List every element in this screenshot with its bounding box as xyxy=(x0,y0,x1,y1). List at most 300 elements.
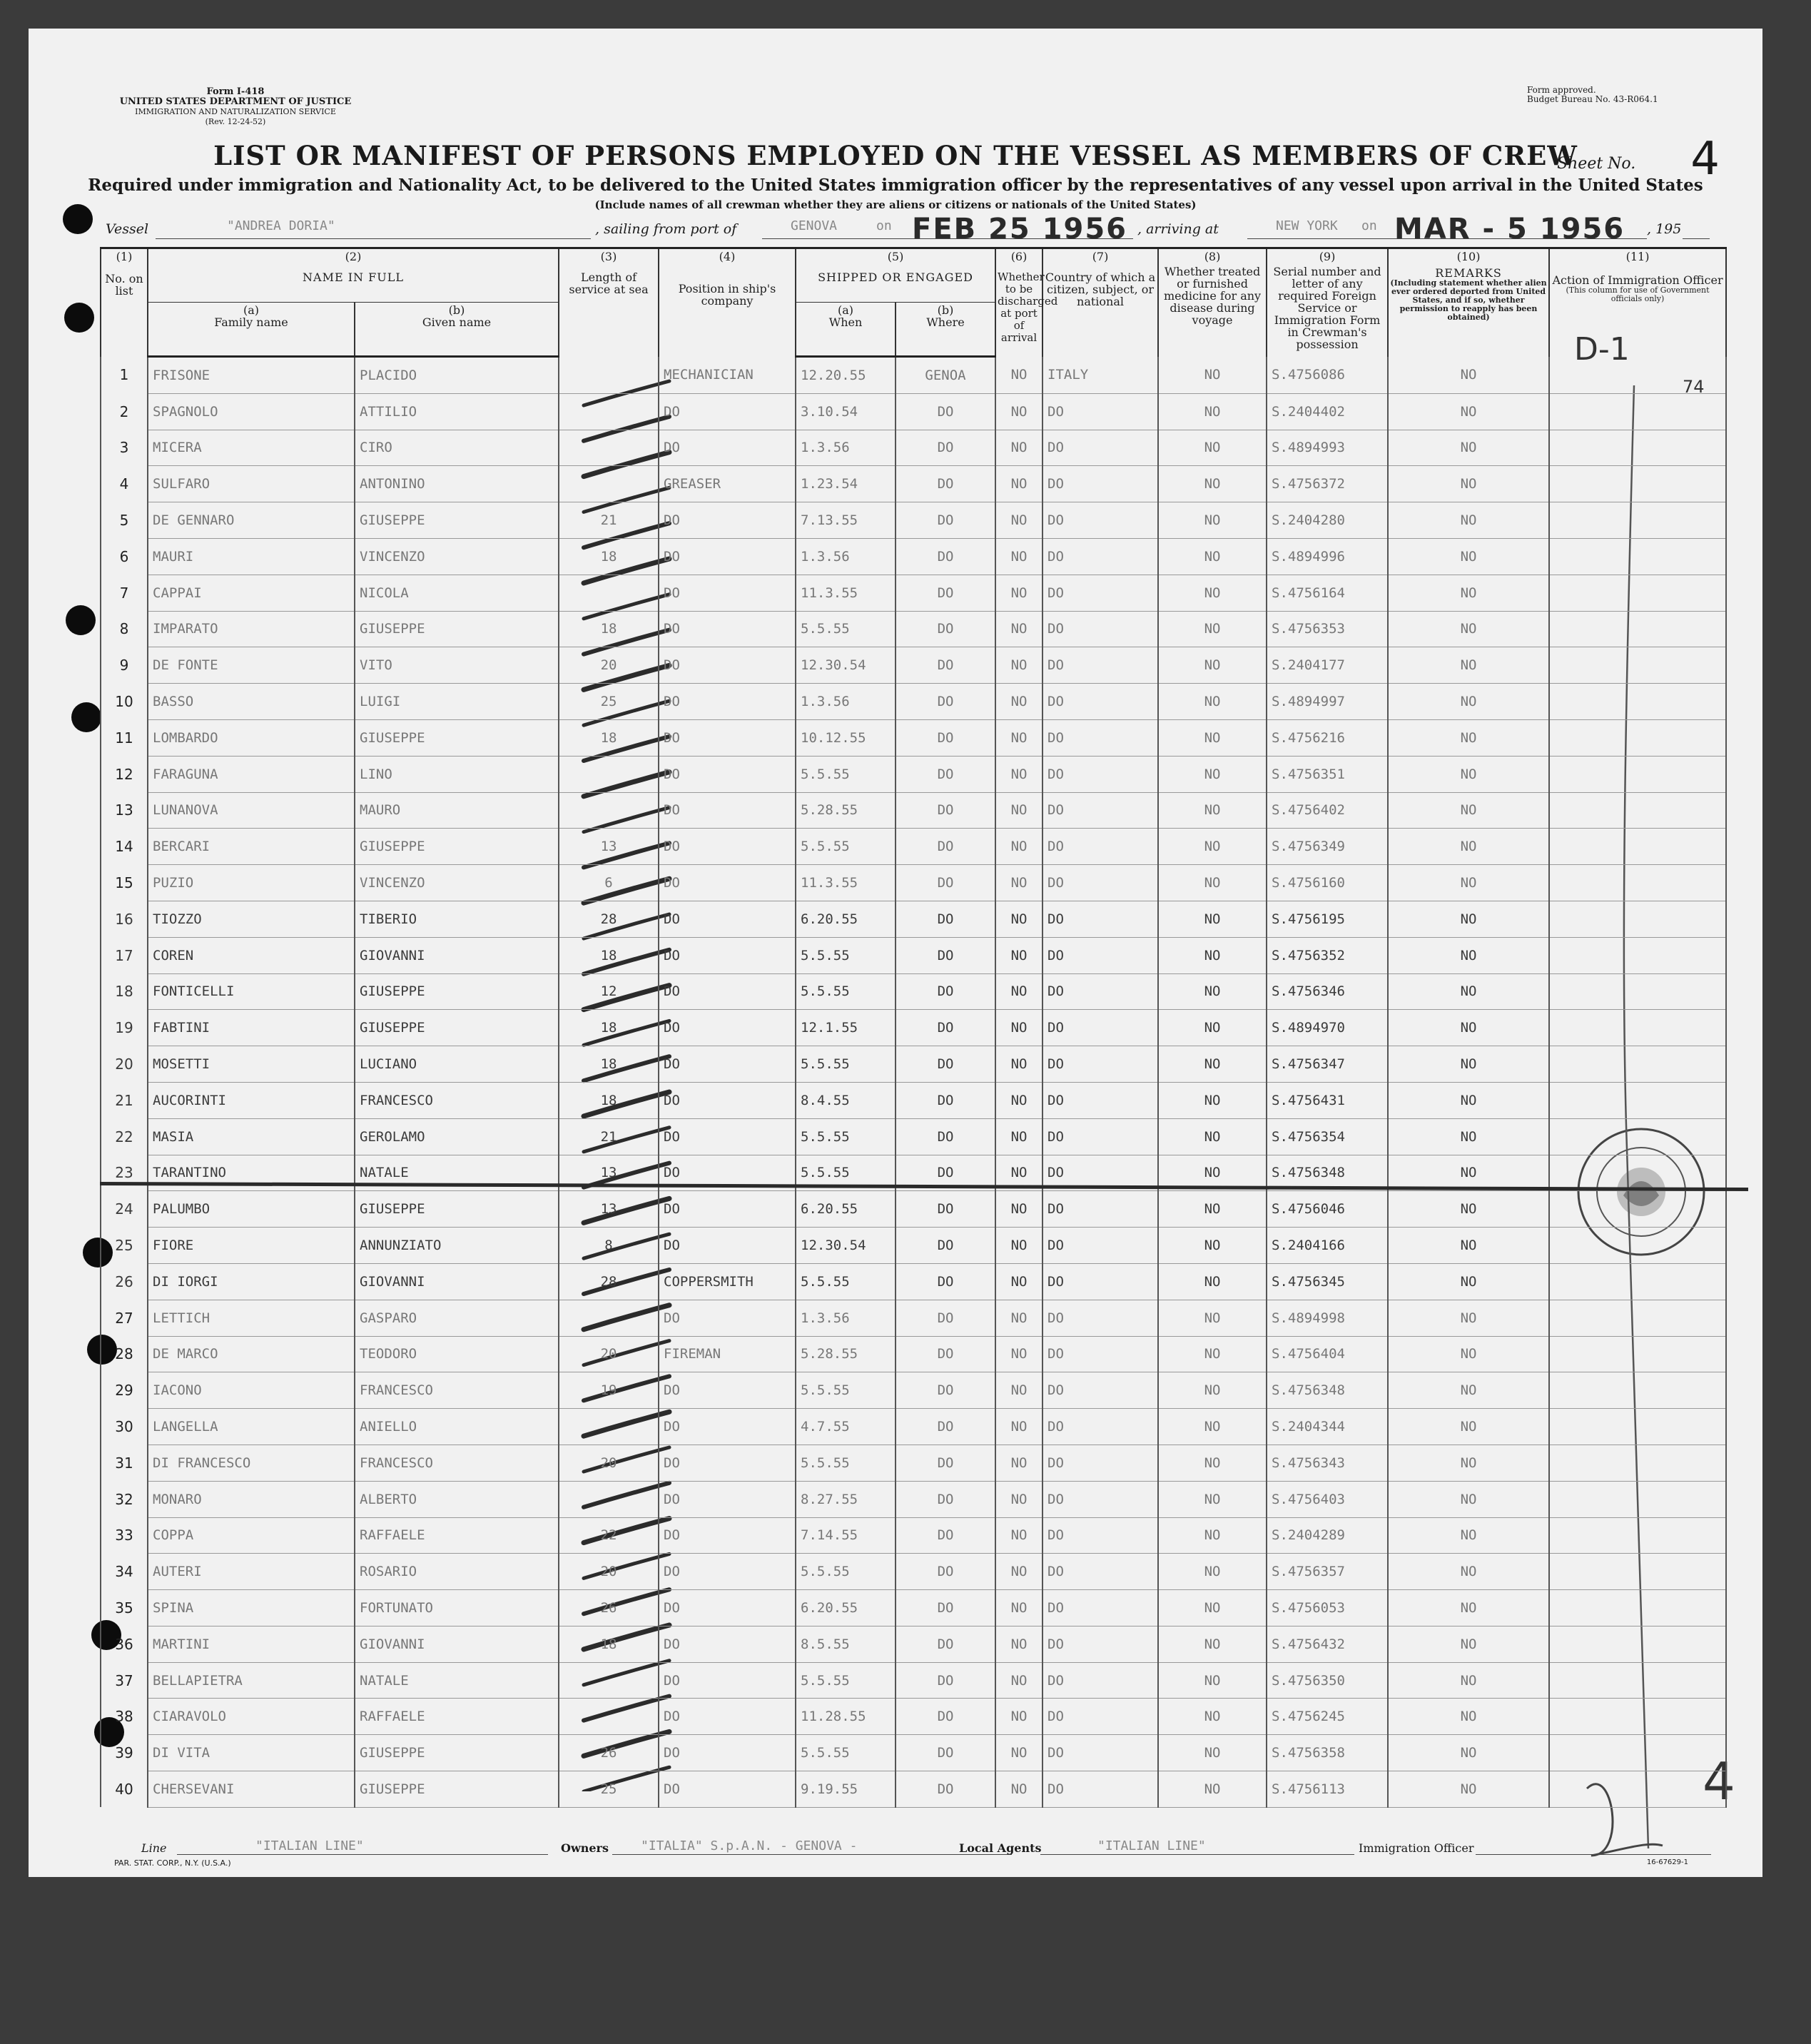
serial-number: S.2404289 xyxy=(1267,1517,1388,1554)
medicine-status: NO xyxy=(1158,1699,1267,1735)
length-of-service: 20 xyxy=(559,1336,659,1372)
citizenship-country: DO xyxy=(1043,1445,1158,1481)
row-number: 32 xyxy=(101,1481,148,1517)
line-label: Line xyxy=(141,1841,167,1855)
medicine-status: NO xyxy=(1158,1263,1267,1300)
position: DO xyxy=(659,575,796,611)
row-number: 9 xyxy=(101,647,148,684)
shipped-when: 5.5.55 xyxy=(796,1554,896,1590)
shipped-when: 5.5.55 xyxy=(796,611,896,647)
family-name: FRISONE xyxy=(148,357,355,394)
given-name: CIRO xyxy=(355,430,559,466)
shipped-when: 6.20.55 xyxy=(796,1590,896,1626)
remarks: NO xyxy=(1388,1771,1549,1808)
citizenship-country: DO xyxy=(1043,1771,1158,1808)
medicine-status: NO xyxy=(1158,502,1267,539)
position: DO xyxy=(659,1118,796,1155)
discharge-status: NO xyxy=(995,1228,1043,1264)
col-header-where: (b) Where xyxy=(896,303,995,357)
remarks: NO xyxy=(1388,1662,1549,1699)
shipped-where: DO xyxy=(896,684,995,720)
length-of-service xyxy=(559,1699,659,1735)
shipped-where: DO xyxy=(896,538,995,575)
shipped-when: 5.5.55 xyxy=(796,1118,896,1155)
given-name: NATALE xyxy=(355,1662,559,1699)
col-header-medicine: (8) Whether treated or furnished medicine for any disease during voyage xyxy=(1158,248,1267,357)
serial-number: S.4756432 xyxy=(1267,1626,1388,1662)
discharge-status: NO xyxy=(995,1699,1043,1735)
shipped-where: DO xyxy=(896,1336,995,1372)
family-name: BERCARI xyxy=(148,829,355,865)
serial-number: S.4894997 xyxy=(1267,684,1388,720)
citizenship-country: DO xyxy=(1043,1118,1158,1155)
medicine-status: NO xyxy=(1158,1771,1267,1808)
officer-action-cell xyxy=(1549,466,1726,502)
medicine-status: NO xyxy=(1158,829,1267,865)
citizenship-country: DO xyxy=(1043,1626,1158,1662)
officer-action-cell xyxy=(1549,1662,1726,1699)
family-name: MARTINI xyxy=(148,1626,355,1662)
given-name: GASPARO xyxy=(355,1300,559,1336)
serial-number: S.2404402 xyxy=(1267,393,1388,430)
length-of-service xyxy=(559,1481,659,1517)
line-value: "ITALIAN LINE" xyxy=(255,1838,364,1853)
row-number: 15 xyxy=(101,865,148,901)
given-name: GEROLAMO xyxy=(355,1118,559,1155)
family-name: PUZIO xyxy=(148,865,355,901)
row-number: 8 xyxy=(101,611,148,647)
col-header-given-name: (b) Given name xyxy=(355,303,559,357)
department-name: UNITED STATES DEPARTMENT OF JUSTICE xyxy=(119,96,352,107)
given-name: ANIELLO xyxy=(355,1409,559,1445)
given-name: GIUSEPPE xyxy=(355,1191,559,1228)
family-name: TARANTINO xyxy=(148,1155,355,1191)
given-name: ANNUNZIATO xyxy=(355,1228,559,1264)
remarks: NO xyxy=(1388,937,1549,973)
row-number: 13 xyxy=(101,792,148,829)
serial-number: S.2404344 xyxy=(1267,1409,1388,1445)
discharge-status: NO xyxy=(995,502,1043,539)
serial-number: S.4756347 xyxy=(1267,1046,1388,1083)
family-name: FABTINI xyxy=(148,1010,355,1046)
row-number: 17 xyxy=(101,937,148,973)
row-number: 5 xyxy=(101,502,148,539)
given-name: GIUSEPPE xyxy=(355,1010,559,1046)
length-of-service: 13 xyxy=(559,1191,659,1228)
row-number: 11 xyxy=(101,719,148,756)
given-name: TIBERIO xyxy=(355,901,559,937)
row-number: 36 xyxy=(101,1626,148,1662)
medicine-status: NO xyxy=(1158,1590,1267,1626)
length-of-service: 28 xyxy=(559,1263,659,1300)
form-approval xyxy=(1527,86,1691,104)
medicine-status: NO xyxy=(1158,1445,1267,1481)
serial-number: S.4756053 xyxy=(1267,1590,1388,1626)
shipped-where: DO xyxy=(896,1118,995,1155)
sailing-date-stamp: FEB 25 1956 xyxy=(912,213,1127,246)
shipped-when: 8.27.55 xyxy=(796,1481,896,1517)
discharge-status: NO xyxy=(995,901,1043,937)
punch-hole xyxy=(71,702,101,732)
discharge-status: NO xyxy=(995,1191,1043,1228)
discharge-status: NO xyxy=(995,575,1043,611)
given-name: GIOVANNI xyxy=(355,937,559,973)
medicine-status: NO xyxy=(1158,937,1267,973)
given-name: GIUSEPPE xyxy=(355,1735,559,1771)
family-name: FIORE xyxy=(148,1228,355,1264)
shipped-where: DO xyxy=(896,1010,995,1046)
col-header-shipped: (5) SHIPPED OR ENGAGED xyxy=(796,248,995,303)
discharge-status: NO xyxy=(995,1409,1043,1445)
officer-action-cell xyxy=(1549,1409,1726,1445)
length-of-service: 18 xyxy=(559,1626,659,1662)
family-name: FONTICELLI xyxy=(148,973,355,1010)
discharge-status: NO xyxy=(995,1263,1043,1300)
position: DO xyxy=(659,1626,796,1662)
officer-action-cell xyxy=(1549,393,1726,430)
citizenship-country: DO xyxy=(1043,865,1158,901)
medicine-status: NO xyxy=(1158,1409,1267,1445)
row-number: 38 xyxy=(101,1699,148,1735)
family-name: SPINA xyxy=(148,1590,355,1626)
discharge-status: NO xyxy=(995,973,1043,1010)
shipped-when: 1.3.56 xyxy=(796,538,896,575)
medicine-status: NO xyxy=(1158,1118,1267,1155)
table-row xyxy=(101,647,1726,684)
discharge-status: NO xyxy=(995,1155,1043,1191)
table-row xyxy=(101,1517,1726,1554)
citizenship-country: DO xyxy=(1043,1372,1158,1409)
serial-number: S.4756403 xyxy=(1267,1481,1388,1517)
remarks: NO xyxy=(1388,865,1549,901)
citizenship-country: ITALY xyxy=(1043,357,1158,394)
position: DO xyxy=(659,1699,796,1735)
medicine-status: NO xyxy=(1158,1155,1267,1191)
shipped-when: 12.1.55 xyxy=(796,1010,896,1046)
officer-action-cell xyxy=(1549,756,1726,792)
citizenship-country: DO xyxy=(1043,430,1158,466)
officer-action-cell xyxy=(1549,647,1726,684)
table-row xyxy=(101,1336,1726,1372)
citizenship-country: DO xyxy=(1043,1590,1158,1626)
medicine-status: NO xyxy=(1158,611,1267,647)
shipped-when: 3.10.54 xyxy=(796,393,896,430)
shipped-when: 5.5.55 xyxy=(796,1372,896,1409)
medicine-status: NO xyxy=(1158,973,1267,1010)
serial-number: S.4756245 xyxy=(1267,1699,1388,1735)
serial-number: S.4756357 xyxy=(1267,1554,1388,1590)
shipped-where: DO xyxy=(896,1300,995,1336)
given-name: VITO xyxy=(355,647,559,684)
position: DO xyxy=(659,1228,796,1264)
shipped-where: DO xyxy=(896,430,995,466)
officer-action-cell xyxy=(1549,502,1726,539)
form-approved-text: Form approved. xyxy=(1527,85,1596,95)
officer-action-cell xyxy=(1549,1263,1726,1300)
row-number: 1 xyxy=(101,357,148,394)
medicine-status: NO xyxy=(1158,684,1267,720)
medicine-status: NO xyxy=(1158,1336,1267,1372)
family-name: LUNANOVA xyxy=(148,792,355,829)
officer-action-cell xyxy=(1549,901,1726,937)
discharge-status: NO xyxy=(995,1590,1043,1626)
table-row xyxy=(101,357,1726,394)
officer-action-cell xyxy=(1549,1590,1726,1626)
length-of-service: 21 xyxy=(559,1118,659,1155)
remarks: NO xyxy=(1388,1263,1549,1300)
row-number: 12 xyxy=(101,756,148,792)
family-name: LETTICH xyxy=(148,1300,355,1336)
position: DO xyxy=(659,1771,796,1808)
medicine-status: NO xyxy=(1158,865,1267,901)
row-number: 27 xyxy=(101,1300,148,1336)
document-subnote: (Include names of all crewman whether they are aliens or citizens or nationals of the United States) xyxy=(594,198,1197,211)
form-revision: (Rev. 12-24-52) xyxy=(205,117,266,126)
position: DO xyxy=(659,973,796,1010)
remarks: NO xyxy=(1388,538,1549,575)
given-name: GIUSEPPE xyxy=(355,829,559,865)
citizenship-country: DO xyxy=(1043,1010,1158,1046)
table-row xyxy=(101,393,1726,430)
remarks: NO xyxy=(1388,1554,1549,1590)
table-row xyxy=(101,1554,1726,1590)
form-identification xyxy=(86,87,385,127)
shipped-where: DO xyxy=(896,575,995,611)
serial-number: S.4756349 xyxy=(1267,829,1388,865)
family-name: AUTERI xyxy=(148,1554,355,1590)
shipped-when: 11.3.55 xyxy=(796,865,896,901)
shipped-when: 9.19.55 xyxy=(796,1771,896,1808)
shipped-when: 12.20.55 xyxy=(796,357,896,394)
shipped-when: 5.28.55 xyxy=(796,792,896,829)
owners-value: "ITALIA" S.p.A.N. - GENOVA - xyxy=(641,1838,858,1853)
length-of-service: 21 xyxy=(559,502,659,539)
medicine-status: NO xyxy=(1158,1046,1267,1083)
length-of-service: 18 xyxy=(559,719,659,756)
table-row xyxy=(101,1372,1726,1409)
agents-label: Local Agents xyxy=(959,1841,1042,1855)
row-number: 18 xyxy=(101,973,148,1010)
table-row xyxy=(101,719,1726,756)
family-name: LANGELLA xyxy=(148,1409,355,1445)
length-of-service xyxy=(559,393,659,430)
remarks: NO xyxy=(1388,1517,1549,1554)
table-row xyxy=(101,1445,1726,1481)
family-name: MASIA xyxy=(148,1118,355,1155)
remarks: NO xyxy=(1388,647,1549,684)
citizenship-country: DO xyxy=(1043,1155,1158,1191)
citizenship-country: DO xyxy=(1043,1300,1158,1336)
shipped-when: 5.5.55 xyxy=(796,1046,896,1083)
remarks: NO xyxy=(1388,575,1549,611)
length-of-service: 6 xyxy=(559,865,659,901)
position: DO xyxy=(659,1662,796,1699)
table-row xyxy=(101,1771,1726,1808)
citizenship-country: DO xyxy=(1043,393,1158,430)
citizenship-country: DO xyxy=(1043,1191,1158,1228)
shipped-when: 12.30.54 xyxy=(796,1228,896,1264)
row-number: 30 xyxy=(101,1409,148,1445)
medicine-status: NO xyxy=(1158,1300,1267,1336)
col-header-officer-action: (11) Action of Immigration Officer (This column for use of Government officials only) xyxy=(1549,248,1726,357)
length-of-service: 18 xyxy=(559,1010,659,1046)
shipped-when: 5.5.55 xyxy=(796,1445,896,1481)
officer-action-cell xyxy=(1549,829,1726,865)
position: DO xyxy=(659,901,796,937)
citizenship-country: DO xyxy=(1043,1409,1158,1445)
table-row xyxy=(101,829,1726,865)
position: DO xyxy=(659,538,796,575)
citizenship-country: DO xyxy=(1043,684,1158,720)
immigration-officer-label: Immigration Officer xyxy=(1359,1841,1474,1855)
citizenship-country: DO xyxy=(1043,1082,1158,1118)
footer-sheet-number: 4 xyxy=(1703,1751,1735,1811)
sailing-port: GENOVA xyxy=(791,218,838,233)
given-name: VINCENZO xyxy=(355,865,559,901)
remarks: NO xyxy=(1388,1300,1549,1336)
remarks: NO xyxy=(1388,829,1549,865)
punch-hole xyxy=(66,605,96,635)
remarks: NO xyxy=(1388,1372,1549,1409)
given-name: RAFFAELE xyxy=(355,1699,559,1735)
position: DO xyxy=(659,1046,796,1083)
shipped-when: 5.5.55 xyxy=(796,1662,896,1699)
family-name: COREN xyxy=(148,937,355,973)
citizenship-country: DO xyxy=(1043,792,1158,829)
given-name: FRANCESCO xyxy=(355,1445,559,1481)
officer-action-cell xyxy=(1549,1010,1726,1046)
officer-action-cell xyxy=(1549,1735,1726,1771)
col-header-serial: (9) Serial number and letter of any required Foreign Service or Immigration Form in Crewman's possession xyxy=(1267,248,1388,357)
table-row xyxy=(101,684,1726,720)
citizenship-country: DO xyxy=(1043,538,1158,575)
row-number: 39 xyxy=(101,1735,148,1771)
discharge-status: NO xyxy=(995,1662,1043,1699)
remarks: NO xyxy=(1388,1626,1549,1662)
family-name: MAURI xyxy=(148,538,355,575)
col-header-discharge: (6) Whether to be discharged at port of arrival xyxy=(995,248,1043,357)
length-of-service: 20 xyxy=(559,647,659,684)
medicine-status: NO xyxy=(1158,1372,1267,1409)
officer-action-cell xyxy=(1549,430,1726,466)
col-header-service: (3) Length of service at sea xyxy=(559,248,659,357)
length-of-service: 25 xyxy=(559,684,659,720)
length-of-service: 25 xyxy=(559,1771,659,1808)
given-name: GIUSEPPE xyxy=(355,502,559,539)
row-number: 37 xyxy=(101,1662,148,1699)
shipped-where: DO xyxy=(896,1662,995,1699)
shipped-where: DO xyxy=(896,1263,995,1300)
table-row xyxy=(101,611,1726,647)
serial-number: S.2404166 xyxy=(1267,1228,1388,1264)
shipped-where: DO xyxy=(896,1191,995,1228)
serial-number: S.4756351 xyxy=(1267,756,1388,792)
officer-action-cell xyxy=(1549,611,1726,647)
family-name: COPPA xyxy=(148,1517,355,1554)
col-header-position: (4) Position in ship's company xyxy=(659,248,796,357)
sheet-number-value: 4 xyxy=(1690,133,1720,186)
serial-number: S.4756352 xyxy=(1267,937,1388,973)
citizenship-country: DO xyxy=(1043,575,1158,611)
table-row xyxy=(101,1626,1726,1662)
manifest-footer xyxy=(113,1837,1740,1858)
officer-action-cell xyxy=(1549,357,1726,394)
family-name: CIARAVOLO xyxy=(148,1699,355,1735)
discharge-status: NO xyxy=(995,1445,1043,1481)
discharge-status: NO xyxy=(995,719,1043,756)
shipped-where: DO xyxy=(896,1445,995,1481)
medicine-status: NO xyxy=(1158,1481,1267,1517)
table-row xyxy=(101,792,1726,829)
length-of-service xyxy=(559,792,659,829)
vessel-label: Vessel xyxy=(106,221,149,237)
table-row xyxy=(101,1010,1726,1046)
remarks: NO xyxy=(1388,1046,1549,1083)
given-name: LUCIANO xyxy=(355,1046,559,1083)
discharge-status: NO xyxy=(995,1481,1043,1517)
row-number: 40 xyxy=(101,1771,148,1808)
given-name: VINCENZO xyxy=(355,538,559,575)
sheet-number-label: Sheet No. xyxy=(1557,155,1636,173)
position: DO xyxy=(659,611,796,647)
shipped-when: 5.5.55 xyxy=(796,1155,896,1191)
given-name: GIUSEPPE xyxy=(355,719,559,756)
row-number: 3 xyxy=(101,430,148,466)
officer-action-cell xyxy=(1549,1155,1726,1191)
family-name: CHERSEVANI xyxy=(148,1771,355,1808)
serial-number: S.4756086 xyxy=(1267,357,1388,394)
table-row xyxy=(101,1590,1726,1626)
officer-action-cell xyxy=(1549,1300,1726,1336)
table-row xyxy=(101,1118,1726,1155)
position: DO xyxy=(659,1010,796,1046)
manifest-sheet xyxy=(29,29,1762,1877)
remarks: NO xyxy=(1388,1481,1549,1517)
position: DO xyxy=(659,393,796,430)
given-name: MAURO xyxy=(355,792,559,829)
length-of-service xyxy=(559,756,659,792)
table-row xyxy=(101,1699,1726,1735)
row-number: 28 xyxy=(101,1336,148,1372)
length-of-service: 20 xyxy=(559,1445,659,1481)
table-row xyxy=(101,1662,1726,1699)
position: DO xyxy=(659,829,796,865)
discharge-status: NO xyxy=(995,1372,1043,1409)
medicine-status: NO xyxy=(1158,1662,1267,1699)
row-number: 21 xyxy=(101,1082,148,1118)
position: DO xyxy=(659,1445,796,1481)
shipped-when: 8.4.55 xyxy=(796,1082,896,1118)
given-name: RAFFAELE xyxy=(355,1517,559,1554)
officer-action-cell xyxy=(1549,1445,1726,1481)
officer-action-cell xyxy=(1549,1191,1726,1228)
discharge-status: NO xyxy=(995,1010,1043,1046)
length-of-service xyxy=(559,430,659,466)
citizenship-country: DO xyxy=(1043,1517,1158,1554)
position: DO xyxy=(659,1554,796,1590)
officer-mark-74: 74 xyxy=(1683,377,1705,397)
shipped-where: DO xyxy=(896,1735,995,1771)
shipped-where: DO xyxy=(896,393,995,430)
officer-action-cell xyxy=(1549,538,1726,575)
officer-action-cell xyxy=(1549,684,1726,720)
table-row xyxy=(101,1263,1726,1300)
remarks: NO xyxy=(1388,792,1549,829)
position: DO xyxy=(659,756,796,792)
position: DO xyxy=(659,937,796,973)
shipped-when: 5.5.55 xyxy=(796,973,896,1010)
position: DO xyxy=(659,792,796,829)
